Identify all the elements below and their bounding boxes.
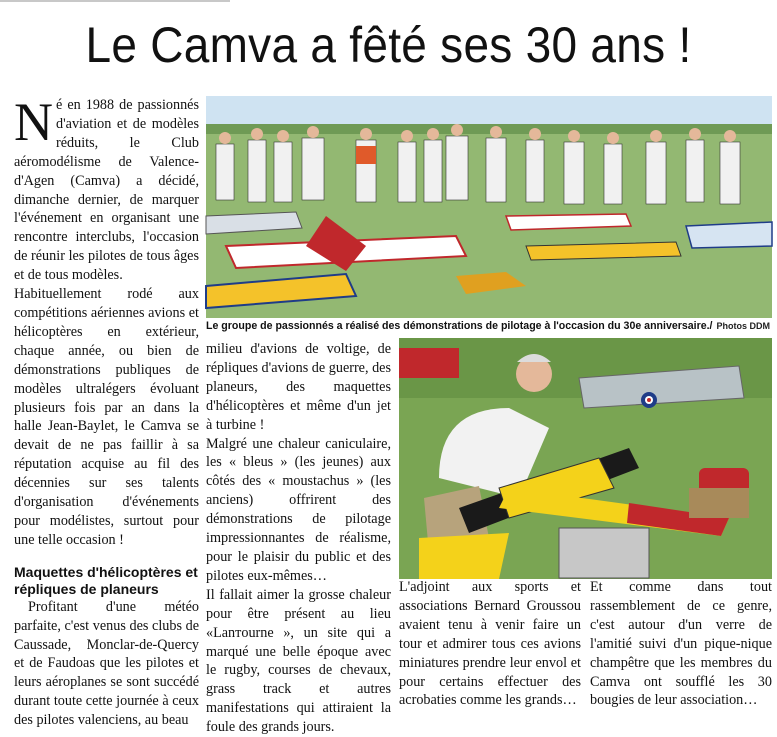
column-3 [399,578,581,710]
column-4 [590,578,772,710]
photo-credit: Photos DDM [716,321,770,331]
subhead: Maquettes d'hélicoptères et répliques de planeurs [14,563,198,597]
workshop-photo-illustration [399,338,772,579]
group-photo-illustration [206,96,772,318]
col1-paragraph-3: Profitant d'une météo parfaite, c'est venus des clubs de Caussade, Monclar-de-Quercy et de Faudoas que les pilotes et leurs aéroplanes se sont succédé durant toute cette journée à ceux des pilotes valenciens, au beau [14,598,199,729]
top-rule [0,0,230,2]
column-2 [206,340,391,737]
intro-paragraph [14,92,199,285]
column-1 [14,92,199,730]
group-photo [206,96,772,318]
drop-cap: N [14,92,53,152]
col2-paragraph-2: Malgré une chaleur caniculaire, les « bleus » (les jeunes) aux côtés des « moustachus » (les anciens) offrirent des démonstrations de pilotage impressionnantes de réalisme, pour le plaisir du public et des pilotes eux-mêmes… [206,435,391,584]
caption-text: Le groupe de passionnés a réalisé des démonstrations de pilotage à l'occasion du 30e anniversaire./ [206,320,713,332]
col4-paragraph-1: Et comme dans tout rassemblement de ce genre, c'est autour d'un verre de l'amitié suivi d'un pique-nique champêtre que les membres du Camva ont soufflé les 30 bougies de leur association… [590,579,772,709]
col2-paragraph-3: Il fallait aimer la grosse chaleur pour être présent au lieu «Lanтourne », un site qui a marqué une belle époque avec le rugby, courses de chevaux, grass track et autres manifestations qui attiraient la foule des grands jours. [206,586,391,736]
col3-paragraph-1: L'adjoint aux sports et associations Bernard Groussou avaient tenu à venir faire un tour et admirer tous ces avions miniatures prendre leur envol et pour certains effectuer des acrobaties comme les grands… [399,579,581,709]
photo-caption [206,318,772,335]
col1-paragraph-2: Habituellement rodé aux compétitions aériennes avions et hélicoptères en extérieur, chaque année, ou bien de démonstrations publiques de modèles ultralégers évoluant plusieurs fois par an dans la halle Jean-Baylet, le Camva se devait de ne pas faillir à sa réputation acquise au fil des décennies sur ses talents d'organisation d'événements pour modélistes, surtout pour une telle occasion ! [14,286,199,548]
headline: Le Camva a fêté ses 30 ans ! [85,17,692,73]
intro-text: é en 1988 de passionnés d'aviation et de modèles réduits, le Club aéromodélisme de Valence-d'Agen (Camva) a décidé, dimanche dernier, de marquer l'événement en organisant une rencontre interclubs, l'occasion de réunir les pilotes de tous âges et de tous modèles. [14,97,199,284]
workshop-photo [399,338,772,579]
col2-paragraph-1: milieu d'avions de voltige, de répliques d'avions de guerre, des planeurs, des maquettes d'hélicoptères et même d'un jet à turbine ! [206,341,391,433]
